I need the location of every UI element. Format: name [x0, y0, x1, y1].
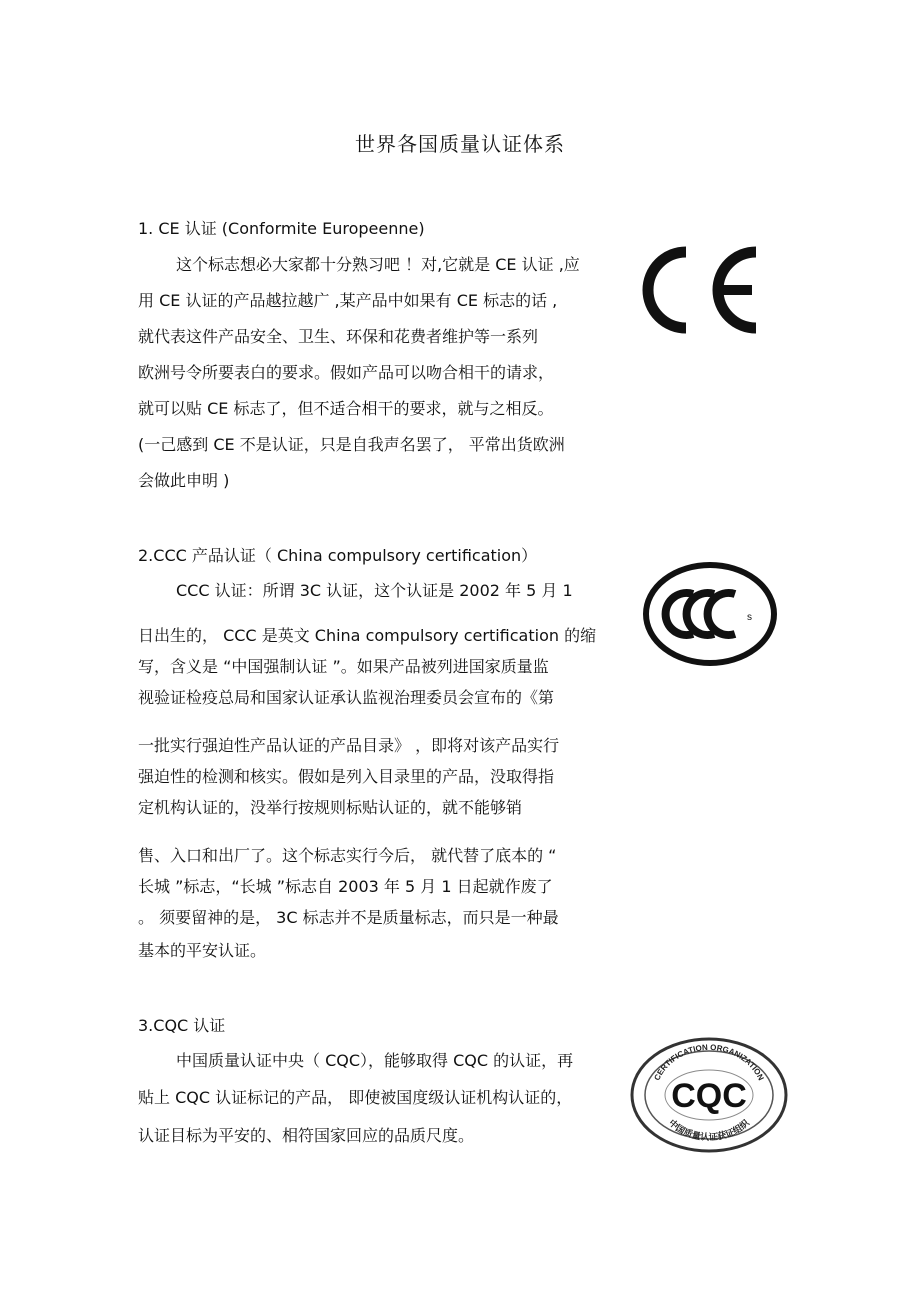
page-title: 世界各国质量认证体系 [355, 132, 565, 156]
paragraph-line: 认证目标为平安的、相符国家回应的品质尺度。 [138, 1126, 475, 1145]
paragraph-line: 这个标志想必大家都十分熟习吧 ！对,它就是 CE 认证 ,应 [176, 255, 580, 274]
section-heading-cqc: 3.CQC 认证 [138, 1016, 226, 1035]
paragraph-line: 贴上 CQC 认证标记的产品， 即使被国度级认证机构认证的， [138, 1088, 573, 1107]
paragraph-line: 写，含义是 “中国强制认证 ”。如果产品被列进国家质量监 [138, 657, 549, 676]
ce-logo [640, 246, 762, 334]
paragraph-line: 视验证检疫总局和国家认证承认监视治理委员会宣布的《第 [138, 688, 555, 707]
cqc-bottom-arc-text: 中国质量认证获证组织 [666, 1118, 752, 1144]
paragraph-line: CCC 认证：所谓 3C 认证，这个认证是 2002 年 5 月 1 [176, 581, 573, 600]
section-heading-ce: 1. CE 认证 (Conformite Europeenne) [138, 219, 425, 238]
paragraph-line: 定机构认证的，没举行按规则标贴认证的，就不能够销 [138, 798, 523, 817]
paragraph-line: 。 须要留神的是， 3C 标志并不是质量标志，而只是一种最 [138, 908, 559, 927]
ccc-logo-s: s [747, 612, 752, 623]
paragraph-line: 会做此申明 ) [138, 471, 230, 490]
section-heading-ccc: 2.CCC 产品认证（ China compulsory certification） [138, 546, 538, 565]
paragraph-line: 售、入口和出厂了。这个标志实行今后， 就代替了底本的 “ [138, 846, 557, 865]
ccc-logo [641, 560, 779, 668]
paragraph-line: 用 CE 认证的产品越拉越广 ,某产品中如果有 CE 标志的话 , [138, 291, 558, 310]
cqc-logo-text: CQC [671, 1077, 747, 1115]
paragraph-line: 就代表这件产品安全、卫生、环保和花费者维护等一系列 [138, 327, 539, 346]
paragraph-line: 长城 ”标志，“长城 ”标志自 2003 年 5 月 1 日起就作废了 [138, 877, 553, 896]
paragraph-line: 中国质量认证中央（ CQC），能够取得 CQC 的认证，再 [176, 1051, 574, 1070]
cqc-top-arc-text: CERTIFICATION ORGANIZATION [652, 1042, 766, 1082]
cqc-logo [628, 1034, 790, 1156]
paragraph-line: 一批实行强迫性产品认证的产品目录》 ，即将对该产品实行 [138, 736, 560, 755]
paragraph-line: 欧洲号令所要表白的要求。假如产品可以吻合相干的请求， [138, 363, 555, 382]
paragraph-line: 强迫性的检测和核实。假如是列入目录里的产品，没取得指 [138, 767, 555, 786]
paragraph-line: 日出生的， CCC 是英文 China compulsory certification 的缩 [138, 626, 597, 645]
paragraph-line: (一己感到 CE 不是认证，只是自我声名罢了， 平常出货欧洲 [138, 435, 565, 454]
paragraph-line: 就可以贴 CE 标志了，但不适合相干的要求，就与之相反。 [138, 399, 554, 418]
paragraph-line: 基本的平安认证。 [138, 941, 267, 960]
